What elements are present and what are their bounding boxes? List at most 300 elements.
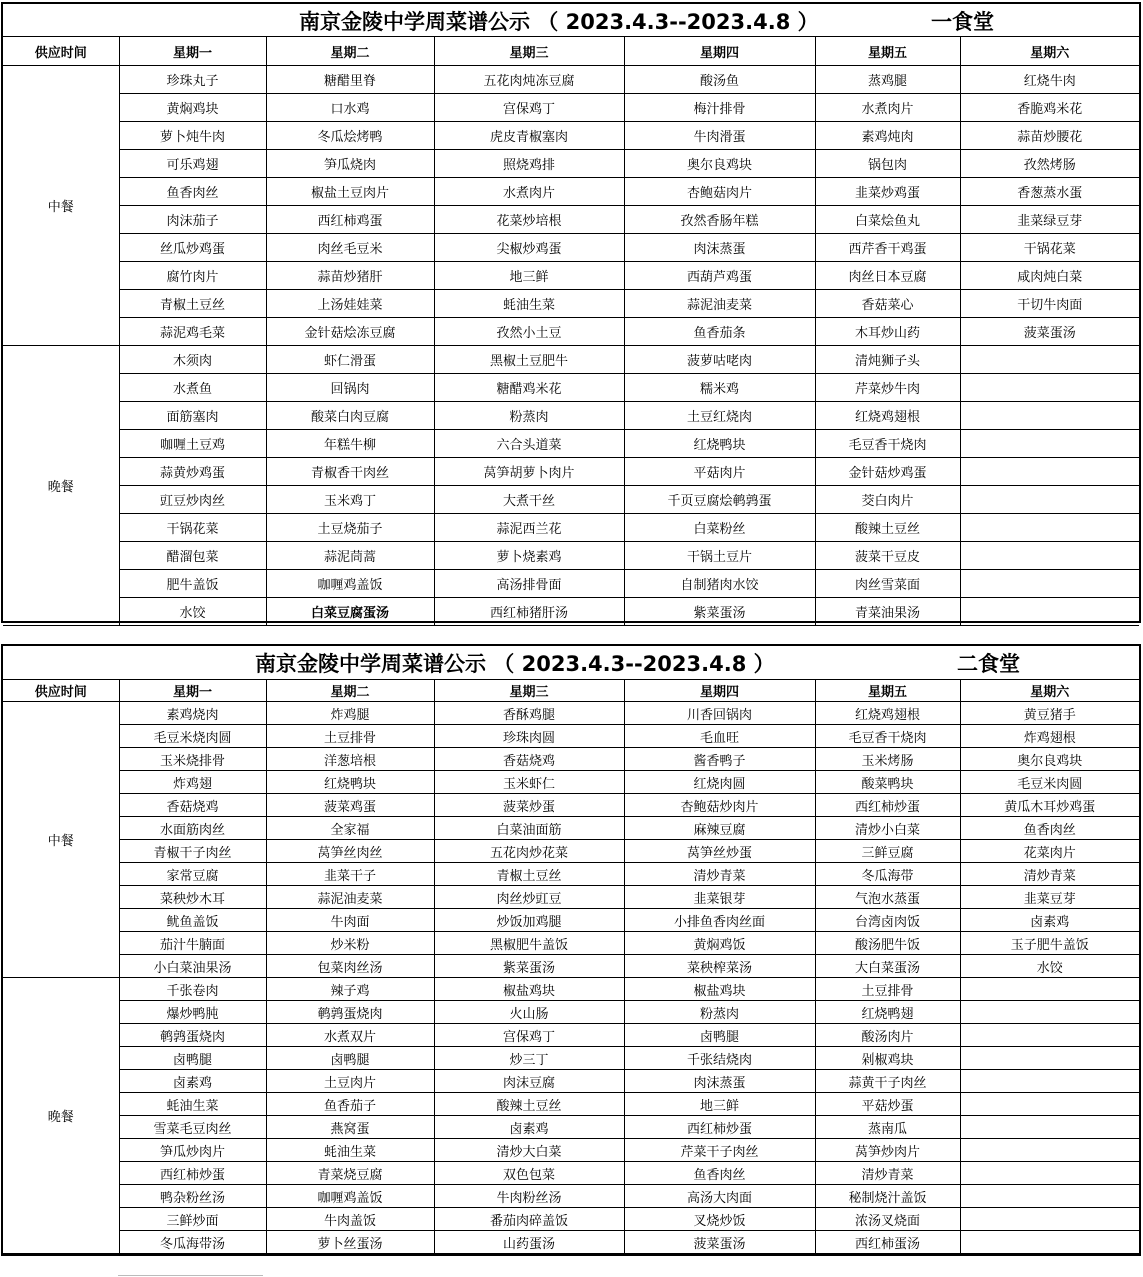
dish-cell: 可乐鸡翅 [119, 150, 266, 178]
dish-cell: 粉蒸肉 [624, 1001, 815, 1024]
menu-row [3, 1070, 1139, 1093]
dish-cell [960, 1024, 1139, 1047]
dish-cell: 高汤排骨面 [434, 570, 624, 598]
dish-cell: 水饺 [960, 955, 1139, 978]
dish-cell: 香脆鸡米花 [960, 94, 1139, 122]
dish-cell [960, 346, 1139, 374]
dish-cell: 玉子肥牛盖饭 [960, 932, 1139, 955]
dish-cell: 蒜泥油麦菜 [266, 886, 434, 909]
dish-cell: 自制猪肉水饺 [624, 570, 815, 598]
dish-cell [960, 1139, 1139, 1162]
dish-cell: 小排鱼香肉丝面 [624, 909, 815, 932]
dish-cell [960, 1208, 1139, 1231]
menu-row [3, 430, 1139, 458]
dish-cell: 台湾卤肉饭 [815, 909, 960, 932]
dish-cell: 照烧鸡排 [434, 150, 624, 178]
dish-cell: 蒜黄炒鸡蛋 [119, 458, 266, 486]
dish-cell: 奥尔良鸡块 [960, 748, 1139, 771]
dish-cell: 青菜油果汤 [815, 598, 960, 626]
dish-cell: 千张卷肉 [119, 978, 266, 1001]
dish-cell [960, 1162, 1139, 1185]
menu-row [3, 570, 1139, 598]
dish-cell: 木须肉 [119, 346, 266, 374]
dish-cell: 蒜泥西兰花 [434, 514, 624, 542]
dish-cell: 莴笋胡萝卜肉片 [434, 458, 624, 486]
dish-cell: 酸汤肥牛饭 [815, 932, 960, 955]
dish-cell: 水煮双片 [266, 1024, 434, 1047]
dish-cell: 辣子鸡 [266, 978, 434, 1001]
dish-cell: 雪菜毛豆肉丝 [119, 1116, 266, 1139]
dish-cell: 笋瓜炒肉片 [119, 1139, 266, 1162]
dish-cell: 千页豆腐烩鹌鹑蛋 [624, 486, 815, 514]
dish-cell: 腐竹肉片 [119, 262, 266, 290]
menu-row [3, 206, 1139, 234]
menu-row [3, 486, 1139, 514]
menu-row [3, 150, 1139, 178]
dish-cell: 蚝油生菜 [434, 290, 624, 318]
lunch-label: 中餐 [3, 702, 119, 978]
menu-row [3, 514, 1139, 542]
dish-cell: 肉沫豆腐 [434, 1070, 624, 1093]
dish-cell: 炒三丁 [434, 1047, 624, 1070]
dish-cell: 红烧鸡翅根 [815, 702, 960, 725]
dish-cell: 菠菜炒蛋 [434, 794, 624, 817]
day-header: 星期四 [624, 37, 815, 66]
menu-row [3, 909, 1139, 932]
dish-cell: 黄瓜木耳炒鸡蛋 [960, 794, 1139, 817]
dish-cell: 锅包肉 [815, 150, 960, 178]
dish-cell: 牛肉盖饭 [266, 1208, 434, 1231]
dish-cell: 肉沫蒸蛋 [624, 234, 815, 262]
dish-cell: 浓汤叉烧面 [815, 1208, 960, 1231]
dish-cell: 紫菜蛋汤 [434, 955, 624, 978]
dish-cell: 卤鸭腿 [266, 1047, 434, 1070]
dish-cell: 水面筋肉丝 [119, 817, 266, 840]
dish-cell: 白菜烩鱼丸 [815, 206, 960, 234]
dish-cell: 鱼香茄条 [624, 318, 815, 346]
dish-cell: 鱼香茄子 [266, 1093, 434, 1116]
dish-cell: 咖喱鸡盖饭 [266, 1185, 434, 1208]
dish-cell: 菜秧榨菜汤 [624, 955, 815, 978]
dish-cell: 蚝油生菜 [119, 1093, 266, 1116]
dish-cell: 西红柿鸡蛋 [266, 206, 434, 234]
dish-cell: 牛肉滑蛋 [624, 122, 815, 150]
dish-cell: 爆炒鸭肫 [119, 1001, 266, 1024]
dish-cell: 紫菜蛋汤 [624, 598, 815, 626]
dish-cell: 香葱蒸水蛋 [960, 178, 1139, 206]
dish-cell: 土豆排骨 [815, 978, 960, 1001]
dish-cell: 青椒土豆丝 [119, 290, 266, 318]
dish-cell: 韭菜干子 [266, 863, 434, 886]
menu-row [3, 94, 1139, 122]
dish-cell: 蚝油生菜 [266, 1139, 434, 1162]
dish-cell: 毛豆香干烧肉 [815, 725, 960, 748]
dish-cell: 莴笋丝炒蛋 [624, 840, 815, 863]
dish-cell: 毛豆米肉圆 [960, 771, 1139, 794]
dish-cell: 全家福 [266, 817, 434, 840]
dish-cell: 金针菇炒鸡蛋 [815, 458, 960, 486]
dish-cell: 干锅土豆片 [624, 542, 815, 570]
menu-row [3, 374, 1139, 402]
dish-cell: 金针菇烩冻豆腐 [266, 318, 434, 346]
dish-cell: 白菜豆腐蛋汤 [266, 598, 434, 626]
dish-cell: 水煮肉片 [815, 94, 960, 122]
dish-cell: 肉沫蒸蛋 [624, 1070, 815, 1093]
dish-cell [960, 458, 1139, 486]
dish-cell: 西红柿猪肝汤 [434, 598, 624, 626]
dish-cell: 大白菜蛋汤 [815, 955, 960, 978]
dish-cell [960, 1116, 1139, 1139]
dish-cell [960, 1047, 1139, 1070]
dish-cell [960, 514, 1139, 542]
menu-row [3, 234, 1139, 262]
dish-cell: 蒜泥油麦菜 [624, 290, 815, 318]
sheet-title-bar [3, 4, 1139, 37]
dish-cell: 水饺 [119, 598, 266, 626]
canteen-name: 二食堂 [957, 652, 1020, 676]
dish-cell: 三鲜炒面 [119, 1208, 266, 1231]
dish-cell: 素鸡炖肉 [815, 122, 960, 150]
dish-cell: 酸汤鱼 [624, 66, 815, 94]
dish-cell [960, 402, 1139, 430]
dish-cell: 咸肉炖白菜 [960, 262, 1139, 290]
dish-cell: 炸鸡翅根 [960, 725, 1139, 748]
dish-cell: 炸鸡翅 [119, 771, 266, 794]
dish-cell: 炸鸡腿 [266, 702, 434, 725]
dish-cell: 气泡水蒸蛋 [815, 886, 960, 909]
dish-cell: 萝卜丝蛋汤 [266, 1231, 434, 1254]
dish-cell: 清炒大白菜 [434, 1139, 624, 1162]
dish-cell [960, 1001, 1139, 1024]
dish-cell: 火山肠 [434, 1001, 624, 1024]
dish-cell: 水煮肉片 [434, 178, 624, 206]
dish-cell: 蒜泥鸡毛菜 [119, 318, 266, 346]
dish-cell: 牛肉粉丝汤 [434, 1185, 624, 1208]
dish-cell: 粉蒸肉 [434, 402, 624, 430]
day-header: 星期二 [266, 680, 434, 702]
dish-cell: 清炒青菜 [815, 1162, 960, 1185]
school-title: 南京金陵中学周菜谱公示 （ 2023.4.3--2023.4.8 ） [299, 10, 819, 34]
dish-cell: 千张结烧肉 [624, 1047, 815, 1070]
menu-table-canteen2 [3, 680, 1139, 1254]
dish-cell: 糖醋里脊 [266, 66, 434, 94]
dish-cell: 清炒青菜 [624, 863, 815, 886]
dish-cell: 黄豆猪手 [960, 702, 1139, 725]
school-title: 南京金陵中学周菜谱公示 （ 2023.4.3--2023.4.8 ） [255, 652, 775, 676]
menu-row [3, 817, 1139, 840]
menu-row [3, 458, 1139, 486]
dish-cell: 香菇烧鸡 [434, 748, 624, 771]
dish-cell: 川香回锅肉 [624, 702, 815, 725]
dish-cell: 包菜肉丝汤 [266, 955, 434, 978]
dish-cell: 平菇炒蛋 [815, 1093, 960, 1116]
dish-cell: 牛肉面 [266, 909, 434, 932]
dish-cell: 虾仁滑蛋 [266, 346, 434, 374]
dish-cell: 西红柿蛋汤 [815, 1231, 960, 1254]
lunch-label: 中餐 [3, 66, 119, 346]
dish-cell: 青菜烧豆腐 [266, 1162, 434, 1185]
dish-cell: 平菇肉片 [624, 458, 815, 486]
dish-cell: 干切牛肉面 [960, 290, 1139, 318]
dish-cell: 鱼香肉丝 [119, 178, 266, 206]
menu-row [3, 318, 1139, 346]
divider-line [118, 1275, 263, 1276]
dish-cell: 六合头道菜 [434, 430, 624, 458]
dish-cell: 茭白肉片 [815, 486, 960, 514]
dish-cell: 芹菜干子肉丝 [624, 1139, 815, 1162]
menu-row [3, 932, 1139, 955]
dish-cell: 萝卜炖牛肉 [119, 122, 266, 150]
dish-cell: 花菜肉片 [960, 840, 1139, 863]
dish-cell: 酸菜鸭块 [815, 771, 960, 794]
dish-cell: 小白菜油果汤 [119, 955, 266, 978]
dish-cell: 西红柿炒蛋 [624, 1116, 815, 1139]
dish-cell: 肉沫茄子 [119, 206, 266, 234]
menu-row [3, 290, 1139, 318]
dish-cell: 西红柿炒蛋 [119, 1162, 266, 1185]
dish-cell: 双色包菜 [434, 1162, 624, 1185]
dish-cell: 鹌鹑蛋烧肉 [266, 1001, 434, 1024]
dish-cell: 毛豆米烧肉圆 [119, 725, 266, 748]
dish-cell: 玉米鸡丁 [266, 486, 434, 514]
menu-row [3, 748, 1139, 771]
day-header: 星期五 [815, 680, 960, 702]
dish-cell: 青椒土豆丝 [434, 863, 624, 886]
dish-cell [960, 374, 1139, 402]
dish-cell: 家常豆腐 [119, 863, 266, 886]
dish-cell: 梅汁排骨 [624, 94, 815, 122]
dish-cell: 西芹香干鸡蛋 [815, 234, 960, 262]
dish-cell: 菠菜蛋汤 [624, 1231, 815, 1254]
dish-cell: 虎皮青椒塞肉 [434, 122, 624, 150]
menu-row [3, 1024, 1139, 1047]
dish-cell: 土豆肉片 [266, 1070, 434, 1093]
dish-cell: 韭菜炒鸡蛋 [815, 178, 960, 206]
dish-cell: 冬瓜海带汤 [119, 1231, 266, 1254]
dish-cell: 花菜炒培根 [434, 206, 624, 234]
dish-cell: 孜然香肠年糕 [624, 206, 815, 234]
menu-table-canteen1 [3, 37, 1139, 626]
dish-cell: 糖醋鸡米花 [434, 374, 624, 402]
menu-row [3, 978, 1139, 1001]
dish-cell: 肉丝毛豆米 [266, 234, 434, 262]
dish-cell: 卤鸭腿 [119, 1047, 266, 1070]
dish-cell: 五花肉炒花菜 [434, 840, 624, 863]
dish-cell: 酱香鸭子 [624, 748, 815, 771]
day-header: 星期一 [119, 680, 266, 702]
dish-cell: 蒜苗炒猪肝 [266, 262, 434, 290]
dish-cell: 卤素鸡 [434, 1116, 624, 1139]
dish-cell: 韭菜绿豆芽 [960, 206, 1139, 234]
dish-cell: 菠菜蛋汤 [960, 318, 1139, 346]
dish-cell: 红烧鸭块 [624, 430, 815, 458]
menu-row [3, 1139, 1139, 1162]
dish-cell: 西葫芦鸡蛋 [624, 262, 815, 290]
dish-cell: 酸菜白肉豆腐 [266, 402, 434, 430]
dish-cell: 酸汤肉片 [815, 1024, 960, 1047]
dish-cell: 芹菜炒牛肉 [815, 374, 960, 402]
dish-cell: 莴笋丝肉丝 [266, 840, 434, 863]
dish-cell: 剁椒鸡块 [815, 1047, 960, 1070]
dish-cell [960, 598, 1139, 626]
day-header: 星期一 [119, 37, 266, 66]
dish-cell [960, 570, 1139, 598]
dish-cell: 毛豆香干烧肉 [815, 430, 960, 458]
dish-cell: 蒜苗炒腰花 [960, 122, 1139, 150]
dish-cell: 黑椒肥牛盖饭 [434, 932, 624, 955]
dish-cell: 肉丝日本豆腐 [815, 262, 960, 290]
dish-cell: 蒜黄干子肉丝 [815, 1070, 960, 1093]
dish-cell [960, 1070, 1139, 1093]
menu-sheet-canteen1 [1, 2, 1141, 623]
dish-cell: 卤素鸡 [119, 1070, 266, 1093]
header-row [3, 680, 1139, 702]
day-header: 星期三 [434, 680, 624, 702]
menu-row [3, 886, 1139, 909]
menu-row [3, 262, 1139, 290]
dish-cell: 尖椒炒鸡蛋 [434, 234, 624, 262]
dish-cell: 清炒小白菜 [815, 817, 960, 840]
dish-cell: 玉米虾仁 [434, 771, 624, 794]
dish-cell: 土豆红烧肉 [624, 402, 815, 430]
dish-cell: 椒盐鸡块 [624, 978, 815, 1001]
menu-row [3, 122, 1139, 150]
dish-cell: 毛血旺 [624, 725, 815, 748]
dish-cell: 土豆烧茄子 [266, 514, 434, 542]
dish-cell: 菠菜干豆皮 [815, 542, 960, 570]
dish-cell: 土豆排骨 [266, 725, 434, 748]
menu-row [3, 725, 1139, 748]
dish-cell [960, 978, 1139, 1001]
dish-cell: 红烧肉圆 [624, 771, 815, 794]
menu-row [3, 863, 1139, 886]
dish-cell: 香菇菜心 [815, 290, 960, 318]
dish-cell: 燕窝蛋 [266, 1116, 434, 1139]
dish-cell: 回锅肉 [266, 374, 434, 402]
header-row [3, 37, 1139, 66]
dish-cell: 孜然烤肠 [960, 150, 1139, 178]
dish-cell: 鱼香肉丝 [624, 1162, 815, 1185]
dish-cell: 鹌鹑蛋烧肉 [119, 1024, 266, 1047]
dish-cell: 地三鲜 [434, 262, 624, 290]
dish-cell: 红烧鸭块 [266, 771, 434, 794]
dish-cell: 黄焖鸡块 [119, 94, 266, 122]
dish-cell: 清炒青菜 [960, 863, 1139, 886]
dish-cell: 菜秧炒木耳 [119, 886, 266, 909]
dish-cell: 青椒香干肉丝 [266, 458, 434, 486]
dish-cell: 山药蛋汤 [434, 1231, 624, 1254]
dish-cell: 木耳炒山药 [815, 318, 960, 346]
menu-row [3, 346, 1139, 374]
dish-cell: 番茄肉碎盖饭 [434, 1208, 624, 1231]
dish-cell: 干锅花菜 [119, 514, 266, 542]
dish-cell: 肉丝雪菜面 [815, 570, 960, 598]
dish-cell: 年糕牛柳 [266, 430, 434, 458]
dish-cell: 醋溜包菜 [119, 542, 266, 570]
dish-cell: 红烧鸭翅 [815, 1001, 960, 1024]
dish-cell: 椒盐鸡块 [434, 978, 624, 1001]
dish-cell: 高汤大肉面 [624, 1185, 815, 1208]
day-header: 星期四 [624, 680, 815, 702]
menu-row [3, 1231, 1139, 1254]
day-header: 星期三 [434, 37, 624, 66]
dish-cell: 莴笋炒肉片 [815, 1139, 960, 1162]
dish-cell: 三鲜豆腐 [815, 840, 960, 863]
dish-cell: 麻辣豆腐 [624, 817, 815, 840]
dish-cell: 玉米烧排骨 [119, 748, 266, 771]
dish-cell: 大煮干丝 [434, 486, 624, 514]
menu-row [3, 1001, 1139, 1024]
menu-row [3, 794, 1139, 817]
dish-cell: 青椒干子肉丝 [119, 840, 266, 863]
dish-cell: 韭菜银芽 [624, 886, 815, 909]
day-header: 星期二 [266, 37, 434, 66]
dish-cell: 蒸南瓜 [815, 1116, 960, 1139]
dish-cell: 椒盐土豆肉片 [266, 178, 434, 206]
dish-cell: 水煮鱼 [119, 374, 266, 402]
dish-cell: 地三鲜 [624, 1093, 815, 1116]
dish-cell: 菠菜鸡蛋 [266, 794, 434, 817]
dish-cell: 豇豆炒肉丝 [119, 486, 266, 514]
dish-cell: 杏鲍菇炒肉片 [624, 794, 815, 817]
dinner-label: 晚餐 [3, 346, 119, 626]
dish-cell: 冬瓜烩烤鸭 [266, 122, 434, 150]
dish-cell: 香菇烧鸡 [119, 794, 266, 817]
day-header: 星期六 [960, 37, 1139, 66]
dish-cell: 茄汁牛腩面 [119, 932, 266, 955]
dish-cell [960, 542, 1139, 570]
dish-cell [960, 486, 1139, 514]
dish-cell: 清炖狮子头 [815, 346, 960, 374]
menu-row [3, 955, 1139, 978]
menu-row [3, 702, 1139, 725]
dish-cell: 蒜泥茼蒿 [266, 542, 434, 570]
menu-row [3, 1047, 1139, 1070]
menu-row [3, 1093, 1139, 1116]
menu-row [3, 1116, 1139, 1139]
dish-cell: 宫保鸡丁 [434, 1024, 624, 1047]
dish-cell: 笋瓜烧肉 [266, 150, 434, 178]
menu-row [3, 66, 1139, 94]
dish-cell: 叉烧炒饭 [624, 1208, 815, 1231]
dish-cell: 珍珠肉圆 [434, 725, 624, 748]
dish-cell: 五花肉炖冻豆腐 [434, 66, 624, 94]
dish-cell: 口水鸡 [266, 94, 434, 122]
dish-cell: 糯米鸡 [624, 374, 815, 402]
dish-cell [960, 1093, 1139, 1116]
menu-row [3, 771, 1139, 794]
dish-cell: 肥牛盖饭 [119, 570, 266, 598]
day-header: 星期五 [815, 37, 960, 66]
menu-row [3, 542, 1139, 570]
dish-cell: 西红柿炒蛋 [815, 794, 960, 817]
dish-cell: 白菜粉丝 [624, 514, 815, 542]
menu-row [3, 1185, 1139, 1208]
dish-cell: 白菜油面筋 [434, 817, 624, 840]
dish-cell [960, 1185, 1139, 1208]
dish-cell: 秘制烧汁盖饭 [815, 1185, 960, 1208]
dish-cell: 卤素鸡 [960, 909, 1139, 932]
dish-cell: 洋葱培根 [266, 748, 434, 771]
dish-cell: 鸭杂粉丝汤 [119, 1185, 266, 1208]
dish-cell: 黑椒土豆肥牛 [434, 346, 624, 374]
time-header: 供应时间 [3, 680, 119, 702]
dish-cell: 萝卜烧素鸡 [434, 542, 624, 570]
dish-cell: 奥尔良鸡块 [624, 150, 815, 178]
dish-cell: 上汤娃娃菜 [266, 290, 434, 318]
dish-cell: 丝瓜炒鸡蛋 [119, 234, 266, 262]
dish-cell: 冬瓜海带 [815, 863, 960, 886]
